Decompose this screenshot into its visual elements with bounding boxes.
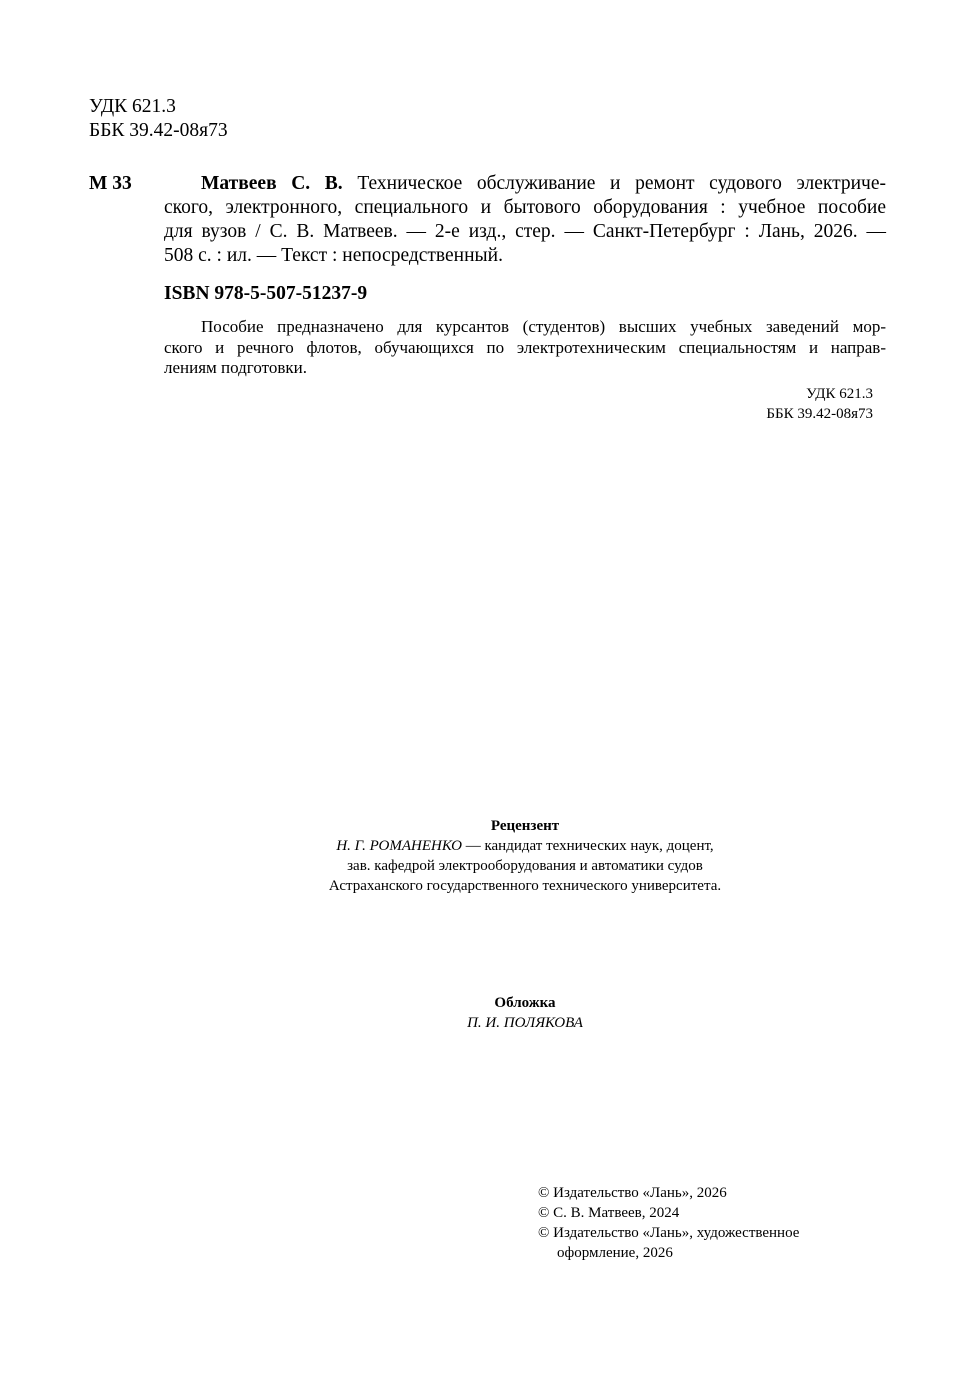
bibliographic-record [164, 172, 886, 268]
bib-line-3: для вузов / С. В. Матвеев. — 2-е изд., стер. — Санкт-Петербург : Лань, 2026. — [164, 221, 886, 242]
reviewer-line-1 [224, 836, 826, 856]
classification-footer [700, 384, 873, 424]
bib-line-2: ского, электронного, специального и бытового оборудования : учебное пособие [164, 197, 886, 218]
reviewer-title: — кандидат технических наук, доцент, [461, 838, 714, 854]
reviewer-line-3: Астраханского государственного технического университета. [328, 878, 722, 894]
annotation-line-2: ского и речного флотов, обучающихся по электротехническим специальностям и направ- [164, 337, 886, 357]
copyright-line-3: © Издательство «Лань», художественное [538, 1225, 800, 1241]
cover-heading: Обложка [494, 995, 556, 1011]
annotation-line-3: лениям подготовки. [164, 358, 307, 377]
annotation [164, 317, 886, 379]
copyright-line-2: © С. В. Матвеев, 2024 [538, 1205, 680, 1221]
reviewer-block [224, 816, 826, 896]
bib-line-1 [164, 172, 886, 196]
isbn: ISBN 978-5-507-51237-9 [164, 283, 368, 304]
bib-line-4: 508 с. : ил. — Текст : непосредственный. [164, 245, 503, 266]
classification-header [89, 95, 228, 143]
annotation-line-1: Пособие предназначено для курсантов (студентов) высших учебных заведений мор- [201, 317, 886, 336]
cover-credit [324, 993, 726, 1033]
reviewer-heading: Рецензент [490, 818, 560, 834]
copyright-line-1: © Издательство «Лань», 2026 [538, 1185, 727, 1201]
copyright-block [538, 1183, 799, 1263]
copyright-line-4: оформление, 2026 [557, 1245, 673, 1261]
cover-designer: П. И. ПОЛЯКОВА [467, 1015, 583, 1031]
author-name: Матвеев С. В. [201, 173, 343, 194]
reviewer-line-2: зав. кафедрой электрооборудования и автоматики судов [347, 858, 703, 874]
udk-code: УДК 621.3 [89, 96, 176, 117]
author-mark: М 33 [89, 173, 132, 194]
udk-code-footer: УДК 621.3 [806, 386, 873, 402]
reviewer-name: Н. Г. РОМАНЕНКО [336, 838, 462, 854]
bbk-code: ББК 39.42-08я73 [89, 120, 228, 141]
title-start: Техническое обслуживание и ремонт судового электриче- [357, 173, 887, 194]
bbk-code-footer: ББК 39.42-08я73 [766, 406, 873, 422]
